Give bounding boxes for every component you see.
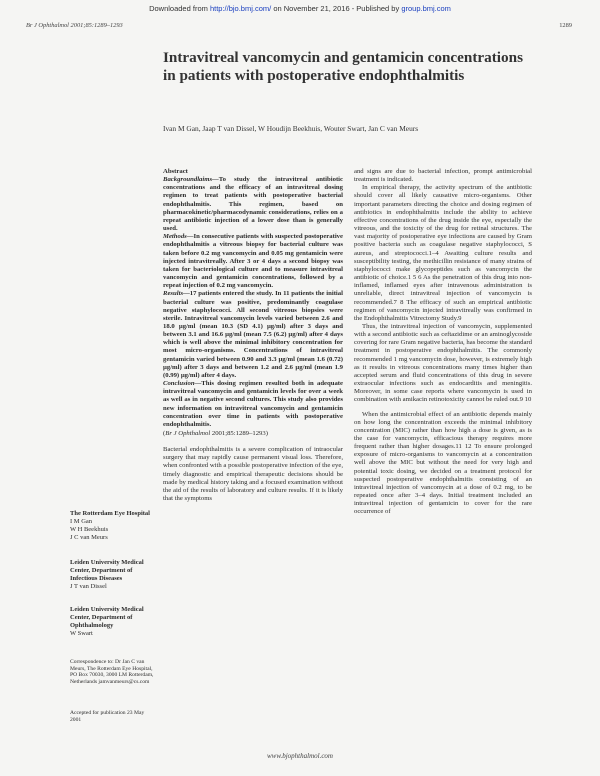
accepted-date: Accepted for publication 23 May 2001 xyxy=(70,710,145,723)
institution-name: Leiden University Medical Center, Department of Infectious Diseases xyxy=(70,559,144,582)
journal-url: www.bjophthalmol.com xyxy=(267,752,333,760)
methods-label: Methods— xyxy=(163,233,194,241)
background-label: Backgroundlaims— xyxy=(163,176,219,184)
correspondence-note: Correspondence to: Dr Jan C van Meurs, The Rotterdam Eye Hospital, PO Box 70030, 3000 LM Rotterdam, Netherlands jamvanmeurs@cs.com xyxy=(70,659,154,685)
affiliated-author: W H Beekhuis xyxy=(70,526,109,533)
abstract-methods: Methods—In consecutive patients with suspected postoperative endophthalmitis a vitreous biopsy for bacterial culture was taken before 0.2 mg vancomycin and 0.05 mg gentamicin were injected intravitreally. After 3 or 4 days a second biopsy was taken for bacteriological culture and to measure intravitreal vancomycin and gentamicin concentrations, followed by a repeat injection of 0.2 mg vancomycin. xyxy=(163,233,343,290)
intro-paragraph: Bacterial endophthalmitis is a severe complication of intraocular surgery that may rapidly cause permanent visual loss. Therefore, when confronted with a possible postoperative infection of the eye, timely diagnostic and empirical therapeutic decisions should be made by medical history taking and a focused examination without the aid of the results of laboratory and culture results. If it is likely that the symptoms xyxy=(163,446,343,503)
abstract-heading: Abstract xyxy=(163,168,188,175)
abstract-conclusion: Conclusion—This dosing regimen resulted both in adequate intravitreal vancomycin and gentamicin levels for over a week as well as in negative second cultures. This study also provides new information on intravitreal vancomycin and gentamicin concentration over time in patients with postoperative endophthalmitis. xyxy=(163,380,343,428)
article-title: Intravitreal vancomycin and gentamicin concentrations in patients with postoperative endophthalmitis xyxy=(163,49,523,84)
institution-name: The Rotterdam Eye Hospital xyxy=(70,510,150,517)
affiliated-author: J T van Dissel xyxy=(70,583,107,590)
institution-name: Leiden University Medical Center, Department of Ophthalmology xyxy=(70,606,144,629)
body-paragraph-1: In empirical therapy, the activity spectrum of the antibiotic should cover all likely causative micro-organisms. Other important parameters directing the choice and dosing regimen of antibiotics in endophthalmitis include the ability to achieve effective concentrations of the drug inside the eye, especially the vitreous, and the toxicity of the drug for retinal structures. The vast majority of postoperative eye infections are caused by Gram positive bacteria such as coagulase negative staphylococci, S aureus, and streptococci.1–4 Awaiting culture results and susceptibility testing, the methicillin resistance of many strains of staphylococci make glycopeptides such as vancomycin the antibiotic of choice.1 5 6 As the penetration of this drug into non-inflamed, inflamed eyes after intravenous administration is unreliable, direct intravitreal injection of vancomycin is recommended.7 8 The efficacy of such an empirical antibiotic regimen of vancomycin injected intravitreally was confirmed in the Endophthalmitis Vitrectomy Study.9 xyxy=(354,184,532,322)
abstract-results: Results—17 patients entered the study. In 11 patients the initial bacterial culture was positive, predominantly coagulase negative staphylococci. All second vitreous biopsies were sterile. Intravitreal vancomycin levels varied between 2.6 and 18.0 µg/ml (mean 10.3 (SD 4.1) µg/ml) after 3 days and between 3.1 and 16.6 µg/ml (mean 7.5 (6.2) µg/ml) after 4 days which is well above the minimal inhibitory concentration for most micro-organisms. Concentrations of intravitreal gentamicin varied between 0.90 and 3.3 µg/ml (mean 1.6 (0.72) µg/ml) after 3 days and between 1.2 and 2.6 µg/ml (mean 1.9 (0.99) µg/ml) after 4 days. xyxy=(163,290,343,379)
running-head: Br J Ophthalmol 2001;85:1289–1293 xyxy=(26,22,123,29)
abstract-column xyxy=(163,168,343,503)
abstract-background: Backgroundlaims—To study the intravitreal antibiotic concentrations and the efficacy of an intravitreal dosing regimen to treat patients with postoperative bacterial endophthalmitis. This regimen, based on pharmacokinetic/pharmacodynamic considerations, relies on a repeat antibiotic injection of a lower dose than is generally used. xyxy=(163,176,343,233)
download-banner: Downloaded from http://bjo.bmj.com/ on November 21, 2016 - Published by group.bmj.com xyxy=(149,4,451,13)
affiliated-author: W Swart xyxy=(70,630,93,637)
affiliation-block-2 xyxy=(70,559,154,591)
body-paragraph-0: and signs are due to bacterial infection, prompt antimicrobial treatment is indicated. xyxy=(354,168,532,184)
author-list: Ivan M Gan, Jaap T van Dissel, W Houdijn Beekhuis, Wouter Swart, Jan C van Meurs xyxy=(163,124,419,133)
conclusion-label: Conclusion— xyxy=(163,380,202,388)
abstract-citation: (Br J Ophthalmol 2001;85:1289–1293) xyxy=(163,430,268,437)
page-number: 1289 xyxy=(559,22,572,29)
body-paragraph-3: When the antimicrobial effect of an antibiotic depends mainly on how long the concentration exceeds the minimal inhibitory concentration (MIC) rather than how high a dose is given, as is the case for vancomycin, efficacious therapy requires more frequent rather than higher dosages.11 12 To ensure prolonged exposure of micro-organisms to vancomycin at a concentration well above the MIC but without the need for very high and potential toxic dosing, we decided on a treatment protocol for suspected postoperative endophthalmitis consisting of an intravitreal injection of vancomycin at a dose of 0.2 mg, to be repeated once after 3–4 days. Initial treatment included an intravitreal injection of gentamicin to cover for the rare occurrence of xyxy=(354,410,532,516)
group-bmj-link[interactable]: group.bmj.com xyxy=(401,4,451,13)
affiliation-block-1 xyxy=(70,510,154,542)
results-label: Results— xyxy=(163,290,190,298)
affiliated-author: I M Gan xyxy=(70,518,93,525)
body-column-right xyxy=(354,168,532,517)
body-paragraph-2: Thus, the intravitreal injection of vancomycin, supplemented with a second antibiotic such as ceftazidime or an aminoglycoside covering for rare Gram negative bacteria, has become the standard treatment in postoperative endophthalmitis. The commonly recommended 1 mg vancomycin dose, however, is extremely high as it results in vitreous concentrations many times higher than accepted serum and fluid concentrations of this drug in severe extraocular infections such as endocarditis and meningitis. Moreover, in some case reports where vancomycin is used in combination with amikacin retinotoxicity cannot be ruled out.9 10 xyxy=(354,322,532,404)
affiliation-block-3 xyxy=(70,606,154,638)
affiliated-author: J C van Meurs xyxy=(70,534,108,541)
bjo-link[interactable]: http://bjo.bmj.com/ xyxy=(209,4,272,13)
